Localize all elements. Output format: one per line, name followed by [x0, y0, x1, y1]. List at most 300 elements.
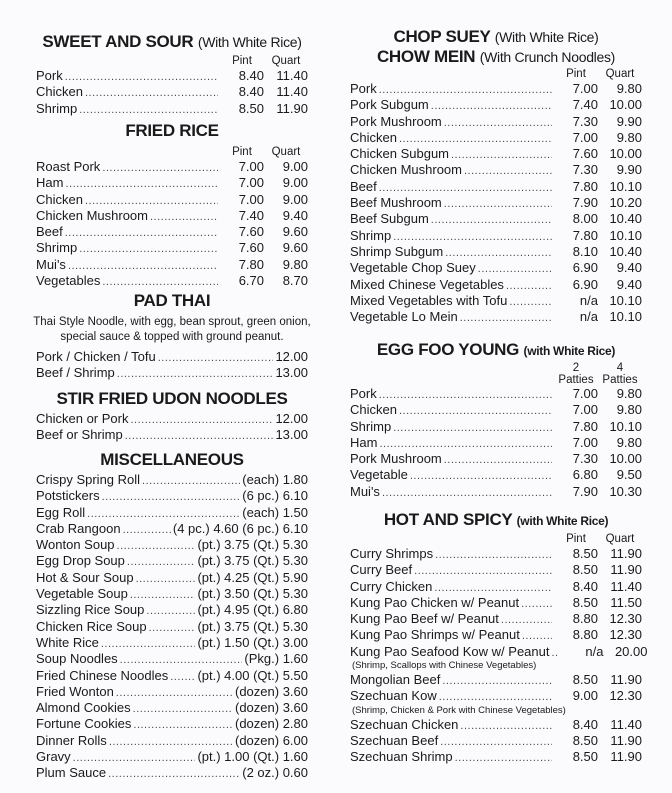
- quart-price: 10.10: [609, 227, 642, 243]
- menu-item-row: [36, 349, 308, 365]
- menu-item-row: [350, 717, 642, 733]
- quart-header: Quart: [605, 68, 635, 80]
- pint-price: 8.50: [572, 672, 598, 688]
- section-subtitle: (With Crunch Noodles): [479, 49, 616, 65]
- dot-leader: [150, 208, 218, 225]
- quart-price: 10.10: [609, 309, 642, 325]
- menu-item-price: (dozen) 6.00: [235, 732, 308, 748]
- menu-item-row: [350, 402, 642, 418]
- quart-price: 20.00: [614, 643, 648, 659]
- dot-leader: [431, 97, 552, 114]
- menu-item-row: [350, 467, 642, 483]
- dot-leader: [130, 586, 196, 603]
- menu-item-name: Szechuan Shrimp: [350, 749, 453, 765]
- pint-header: Pint: [566, 68, 586, 80]
- menu-item-price: (pt.) 3.75 (Qt.) 5.30: [197, 553, 308, 569]
- quart-price: 9.80: [282, 256, 308, 272]
- quart-price: 11.40: [610, 578, 642, 594]
- dot-leader: [68, 257, 218, 274]
- pint-price: n/a: [579, 309, 598, 325]
- menu-item-name: Chicken or Pork: [36, 411, 129, 426]
- menu-item-name: Dinner Rolls: [36, 732, 107, 748]
- menu-item-name: Chicken: [36, 191, 83, 207]
- section-title: STIR FRIED UDON NOODLES: [56, 389, 288, 408]
- pint-price: 6.90: [572, 260, 598, 276]
- quart-price: 9.80: [616, 386, 642, 401]
- dot-leader: [65, 68, 218, 85]
- dot-leader: [509, 293, 552, 310]
- quart-price: 9.60: [282, 240, 308, 256]
- menu-item-row: [36, 240, 308, 256]
- menu-item-name: Ham: [36, 175, 64, 191]
- menu-item-row: [350, 595, 642, 611]
- menu-item-row: [350, 97, 642, 113]
- section-egg-foo-young: [350, 340, 642, 500]
- dot-leader: [65, 224, 218, 241]
- menu-item-row: [350, 688, 642, 704]
- menu-item-name: Ham: [350, 434, 378, 450]
- dot-leader: [379, 81, 552, 98]
- pint-price: 7.00: [238, 175, 264, 191]
- quart-price: 11.90: [610, 749, 642, 765]
- menu-item-row: [350, 386, 642, 402]
- dot-leader: [123, 521, 171, 538]
- menu-item-row: [350, 81, 642, 97]
- dot-leader: [460, 717, 552, 734]
- menu-item-row: [350, 484, 642, 500]
- pint-price: 7.60: [238, 224, 264, 240]
- section-title: SWEET AND SOUR: [42, 32, 194, 51]
- pint-price: 8.50: [572, 749, 598, 765]
- menu-item-row: [36, 427, 308, 443]
- dot-leader: [120, 651, 243, 668]
- menu-item-price: (dozen) 3.60: [235, 700, 308, 716]
- menu-item-price: 13.00: [275, 427, 308, 443]
- menu-item-name: Beef: [36, 224, 63, 240]
- patties-label: Patties: [602, 374, 638, 386]
- menu-item-price: (Pkg.) 1.60: [244, 651, 308, 667]
- menu-item-row: [36, 765, 308, 781]
- quart-price: 11.90: [610, 732, 642, 748]
- menu-item-row: [36, 586, 308, 602]
- menu-item-row: [36, 472, 308, 488]
- pint-price: 8.50: [572, 562, 598, 578]
- pint-price: 8.40: [572, 578, 598, 594]
- menu-item-name: Shrimp: [350, 227, 392, 243]
- pint-price: 8.50: [572, 546, 598, 561]
- dot-leader: [158, 349, 274, 366]
- menu-item-row: [350, 293, 642, 309]
- menu-item-name: Pork: [350, 81, 377, 96]
- menu-item-name: Kung Pao Shrimps w/ Peanut: [350, 627, 520, 643]
- menu-item-row: [350, 179, 642, 195]
- dot-leader: [444, 195, 552, 212]
- dot-leader: [551, 644, 557, 661]
- section-description: special sauce & topped with ground peanut.: [60, 331, 284, 343]
- dot-leader: [170, 668, 195, 685]
- menu-item-name: Vegetable Soup: [36, 586, 128, 602]
- menu-item-name: Roast Pork: [36, 159, 101, 174]
- menu-item-row: [350, 579, 642, 595]
- dot-leader: [451, 146, 552, 163]
- dot-leader: [435, 546, 552, 563]
- pint-price: 7.60: [572, 146, 598, 162]
- menu-item-name: Beef Mushroom: [350, 195, 442, 211]
- menu-item-name: Hot & Sour Soup: [36, 569, 134, 585]
- dot-leader: [109, 733, 233, 750]
- menu-item-row: [36, 208, 308, 224]
- menu-item-name: Chicken: [350, 402, 397, 418]
- menu-item-row: [350, 228, 642, 244]
- dot-leader: [393, 228, 552, 245]
- dot-leader: [506, 277, 552, 294]
- quart-price: 9.00: [282, 175, 308, 191]
- dot-leader: [133, 700, 233, 717]
- menu-item-row: [36, 68, 308, 84]
- menu-item-name: Egg Drop Soup: [36, 553, 125, 569]
- quart-price: 10.00: [609, 97, 642, 113]
- dot-leader: [522, 627, 552, 644]
- dot-leader: [464, 162, 552, 179]
- dot-leader: [445, 244, 552, 261]
- menu-item-price: (dozen) 2.80: [235, 716, 308, 732]
- menu-item-name: Beef Subgum: [350, 211, 429, 227]
- dot-leader: [79, 240, 218, 257]
- menu-item-row: [36, 84, 308, 100]
- quart-price: 11.90: [610, 546, 642, 561]
- menu-item-row: [350, 643, 648, 660]
- menu-item-name: Pork / Chicken / Tofu: [36, 349, 156, 364]
- section-subtitle: (with White Rice): [523, 344, 616, 358]
- quart-price: 9.40: [616, 276, 642, 292]
- dot-leader: [65, 175, 218, 192]
- menu-item-name: Kung Pao Chicken w/ Peanut: [350, 594, 520, 610]
- quart-price: 9.90: [616, 162, 642, 178]
- menu-item-row: [350, 627, 642, 643]
- menu-item-row: [36, 619, 308, 635]
- section-description: Thai Style Noodle, with egg, bean sprout, green onion,: [33, 316, 311, 328]
- menu-item-name: Szechuan Kow: [350, 688, 437, 704]
- menu-item-name: Beef or Shrimp: [36, 427, 123, 443]
- dot-leader: [399, 130, 552, 147]
- menu-item-row: [36, 749, 308, 765]
- menu-item-name: Mixed Chinese Vegetables: [350, 276, 504, 292]
- menu-item-name: Mongolian Beef: [350, 672, 441, 688]
- menu-item-row: [36, 175, 308, 191]
- menu-item-name: Mixed Vegetables with Tofu: [350, 292, 508, 308]
- quart-price: 9.40: [282, 207, 308, 223]
- menu-item-row: [36, 505, 308, 521]
- pint-price: 8.40: [238, 68, 264, 83]
- pint-price: 8.80: [572, 627, 598, 643]
- menu-item-name: Pork Mushroom: [350, 113, 442, 129]
- menu-item-row: [350, 244, 642, 260]
- menu-item-name: Szechuan Beef: [350, 732, 439, 748]
- pint-price: 6.80: [572, 467, 598, 483]
- menu-item-row: [36, 733, 308, 749]
- dot-leader: [116, 684, 233, 701]
- menu-item-name: Shrimp: [36, 100, 78, 116]
- menu-item-price: (pt.) 1.00 (Qt.) 1.60: [197, 749, 308, 765]
- menu-item-name: Almond Cookies: [36, 700, 131, 716]
- menu-item-name: Chicken Rice Soup: [36, 618, 147, 634]
- pint-price: 6.90: [572, 276, 598, 292]
- menu-item-row: [36, 257, 308, 273]
- menu-item-row: [350, 130, 642, 146]
- pint-price: 7.90: [572, 483, 598, 499]
- pint-price: n/a: [585, 643, 604, 659]
- menu-item-row: [350, 114, 642, 130]
- menu-item-row: [36, 651, 308, 667]
- quart-header: Quart: [605, 533, 635, 545]
- quart-header: Quart: [271, 146, 301, 158]
- menu-item-price: 12.00: [275, 349, 308, 364]
- section-miscellaneous: [36, 450, 308, 782]
- menu-item-name: Kung Pao Beef w/ Peanut: [350, 611, 499, 627]
- menu-item-row: [350, 277, 642, 293]
- dot-leader: [117, 365, 274, 382]
- menu-item-row: [350, 260, 642, 276]
- quart-price: 9.00: [282, 159, 308, 174]
- menu-item-row: [36, 668, 308, 684]
- quart-price: 9.80: [616, 81, 642, 96]
- menu-item-name: Mui's: [350, 483, 380, 499]
- menu-item-name: Shrimp: [350, 418, 392, 434]
- section-sweet-and-sour: [36, 32, 308, 117]
- dot-leader: [108, 765, 240, 782]
- quart-price: 12.30: [609, 627, 642, 643]
- menu-item-row: [350, 749, 642, 765]
- pint-price: 8.10: [572, 243, 598, 259]
- menu-item-price: (pt.) 3.50 (Qt.) 5.30: [197, 586, 308, 602]
- quart-price: 8.70: [282, 273, 308, 289]
- pint-price: 8.80: [572, 611, 598, 627]
- dot-leader: [146, 602, 195, 619]
- section-hot-and-spicy: [350, 510, 648, 766]
- quart-price: 11.90: [610, 672, 642, 688]
- menu-item-name: Vegetable Lo Mein: [350, 309, 458, 325]
- menu-item-name: Chicken Mushroom: [350, 162, 462, 178]
- quart-price: 11.90: [276, 100, 308, 116]
- section-title: EGG FOO YOUNG: [376, 340, 520, 359]
- dot-leader: [133, 716, 233, 733]
- menu-item-price: (2 oz.) 0.60: [242, 765, 308, 781]
- quart-price: 10.20: [609, 195, 642, 211]
- dot-leader: [399, 402, 552, 419]
- menu-item-row: [36, 365, 308, 381]
- menu-item-name: Vegetables: [36, 273, 101, 289]
- menu-item-row: [36, 159, 308, 175]
- dot-leader: [460, 309, 552, 326]
- quart-price: 9.60: [282, 224, 308, 240]
- menu-item-name: Wonton Soup: [36, 537, 115, 553]
- section-title: HOT AND SPICY: [383, 510, 513, 529]
- quart-price: 10.00: [609, 451, 642, 467]
- menu-item-name: Vegetable: [350, 467, 408, 483]
- menu-item-price: (4 pc.) 4.60 (6 pc.) 6.10: [172, 520, 308, 536]
- menu-item-name: Szechuan Chicken: [350, 716, 459, 732]
- pint-header: Pint: [232, 146, 252, 158]
- menu-item-name: Beef / Shrimp: [36, 365, 115, 381]
- menu-item-row: [350, 546, 642, 562]
- menu-item-price: (pt.) 4.00 (Qt.) 5.50: [197, 667, 308, 683]
- menu-item-row: [350, 611, 642, 627]
- menu-item-name: Mui's: [36, 256, 66, 272]
- menu-item-row: [36, 553, 308, 569]
- menu-item-name: Chicken: [350, 129, 397, 145]
- menu-item-row: [350, 435, 642, 451]
- menu-item-price: (6 pc.) 6.10: [242, 488, 308, 504]
- section-title: MISCELLANEOUS: [100, 450, 244, 469]
- menu-item-name: Shrimp Subgum: [350, 243, 444, 259]
- quart-price: 11.90: [610, 562, 642, 578]
- quart-price: 11.40: [276, 84, 308, 100]
- pint-price: 7.30: [572, 113, 598, 129]
- quart-price: 12.30: [609, 611, 642, 627]
- pint-price: 7.00: [572, 434, 598, 450]
- pint-price: 8.40: [572, 716, 598, 732]
- pint-price: 7.60: [238, 240, 264, 256]
- dot-leader: [85, 84, 218, 101]
- quart-price: 9.90: [616, 113, 642, 129]
- menu-item-row: [350, 309, 642, 325]
- dot-leader: [379, 435, 552, 452]
- menu-item-name: Sizzling Rice Soup: [36, 602, 145, 618]
- menu-item-name: Curry Shrimps: [350, 546, 434, 561]
- pint-price: 7.40: [572, 97, 598, 113]
- menu-item-name: Shrimp: [36, 240, 78, 256]
- pint-price: 7.30: [572, 162, 598, 178]
- dot-leader: [410, 467, 552, 484]
- pint-price: 7.80: [572, 227, 598, 243]
- pint-header: Pint: [232, 55, 252, 67]
- pint-price: 7.90: [572, 195, 598, 211]
- menu-item-price: (each) 1.50: [242, 504, 308, 520]
- dot-leader: [440, 733, 552, 750]
- menu-item-row: [350, 195, 642, 211]
- quart-price: 11.50: [610, 594, 642, 610]
- quart-header: Quart: [271, 55, 301, 67]
- dot-leader: [431, 211, 552, 228]
- menu-item-name: Gravy: [36, 749, 71, 765]
- menu-item-name: Crab Rangoon: [36, 520, 121, 536]
- menu-item-row: [36, 570, 308, 586]
- menu-item-name: White Rice: [36, 634, 99, 650]
- menu-item-price: (pt.) 4.25 (Qt.) 5.90: [197, 569, 308, 585]
- patties-label: Patties: [558, 374, 594, 386]
- dot-leader: [142, 472, 240, 489]
- menu-item-row: [36, 273, 308, 289]
- section-title: CHOW MEIN: [376, 47, 476, 66]
- menu-item-row: [36, 411, 308, 427]
- dot-leader: [444, 451, 552, 468]
- menu-item-row: [36, 716, 308, 732]
- menu-item-price: (pt.) 3.75 (Qt.) 5.30: [197, 537, 308, 553]
- menu-item-row: [350, 146, 642, 162]
- dot-leader: [414, 562, 552, 579]
- menu-item-price: (pt.) 4.95 (Qt.) 6.80: [197, 602, 308, 618]
- menu-item-name: Pork Subgum: [350, 97, 429, 113]
- dot-leader: [117, 537, 196, 554]
- dot-leader: [382, 484, 552, 501]
- quart-price: 10.30: [609, 483, 642, 499]
- dot-leader: [444, 114, 552, 131]
- pint-price: 7.00: [238, 191, 264, 207]
- pint-price: 7.00: [572, 81, 598, 96]
- quart-price: 12.30: [609, 688, 642, 704]
- quart-price: 9.80: [616, 402, 642, 418]
- section-title: CHOP SUEY: [393, 27, 491, 46]
- dot-leader: [102, 273, 218, 290]
- menu-item-note: (Shrimp, Scallops with Chinese Vegetables): [352, 660, 537, 672]
- section-chop-suey-chow-mein: [350, 27, 642, 325]
- menu-item-name: Fortune Cookies: [36, 716, 132, 732]
- dot-leader: [379, 386, 552, 403]
- dot-leader: [393, 419, 552, 436]
- section-pad-thai: [33, 291, 311, 382]
- menu-item-name: Crispy Spring Roll: [36, 472, 141, 487]
- pint-price: 7.80: [572, 418, 598, 434]
- pint-price: 9.00: [572, 688, 598, 704]
- menu-item-name: Fried Wonton: [36, 683, 114, 699]
- quart-price: 10.40: [609, 243, 642, 259]
- menu-item-name: Potstickers: [36, 488, 100, 504]
- quart-price: 9.80: [616, 434, 642, 450]
- dot-leader: [127, 553, 196, 570]
- pint-price: 7.00: [572, 129, 598, 145]
- menu-item-row: [36, 488, 308, 504]
- pint-price: 8.50: [572, 732, 598, 748]
- pint-price: 8.50: [238, 100, 264, 116]
- menu-item-row: [36, 537, 308, 553]
- menu-item-row: [36, 101, 308, 117]
- dot-leader: [101, 635, 196, 652]
- menu-item-name: Plum Sauce: [36, 765, 107, 781]
- menu-item-row: [350, 162, 642, 178]
- dot-leader: [85, 192, 218, 209]
- menu-item-row: [350, 419, 642, 435]
- quart-price: 9.50: [616, 467, 642, 483]
- dot-leader: [125, 427, 274, 444]
- four-patties-header: 4: [616, 362, 624, 374]
- pint-price: 7.40: [238, 207, 264, 223]
- dot-leader: [455, 749, 552, 766]
- dot-leader: [439, 688, 552, 705]
- dot-leader: [102, 488, 241, 505]
- dot-leader: [79, 101, 218, 118]
- menu-item-row: [350, 451, 642, 467]
- menu-item-price: 13.00: [275, 365, 308, 381]
- section-subtitle: (With White Rice): [197, 34, 302, 50]
- menu-item-row: [36, 224, 308, 240]
- menu-item-row: [36, 602, 308, 618]
- menu-item-name: Beef: [350, 178, 377, 194]
- dot-leader: [521, 595, 552, 612]
- menu-item-price: (pt.) 1.50 (Qt.) 3.00: [197, 634, 308, 650]
- menu-item-name: Curry Beef: [350, 562, 413, 578]
- dot-leader: [102, 159, 218, 176]
- pint-price: 7.80: [238, 256, 264, 272]
- pint-header: Pint: [566, 533, 586, 545]
- pint-price: 8.40: [238, 84, 264, 100]
- section-udon-noodles: [36, 389, 308, 444]
- quart-price: 9.40: [616, 260, 642, 276]
- quart-price: 9.00: [282, 191, 308, 207]
- section-subtitle: (with White Rice): [516, 514, 609, 528]
- menu-item-name: Kung Pao Seafood Kow w/ Peanut: [350, 643, 550, 659]
- menu-item-price: (each) 1.80: [242, 472, 308, 487]
- quart-price: 11.40: [276, 68, 308, 83]
